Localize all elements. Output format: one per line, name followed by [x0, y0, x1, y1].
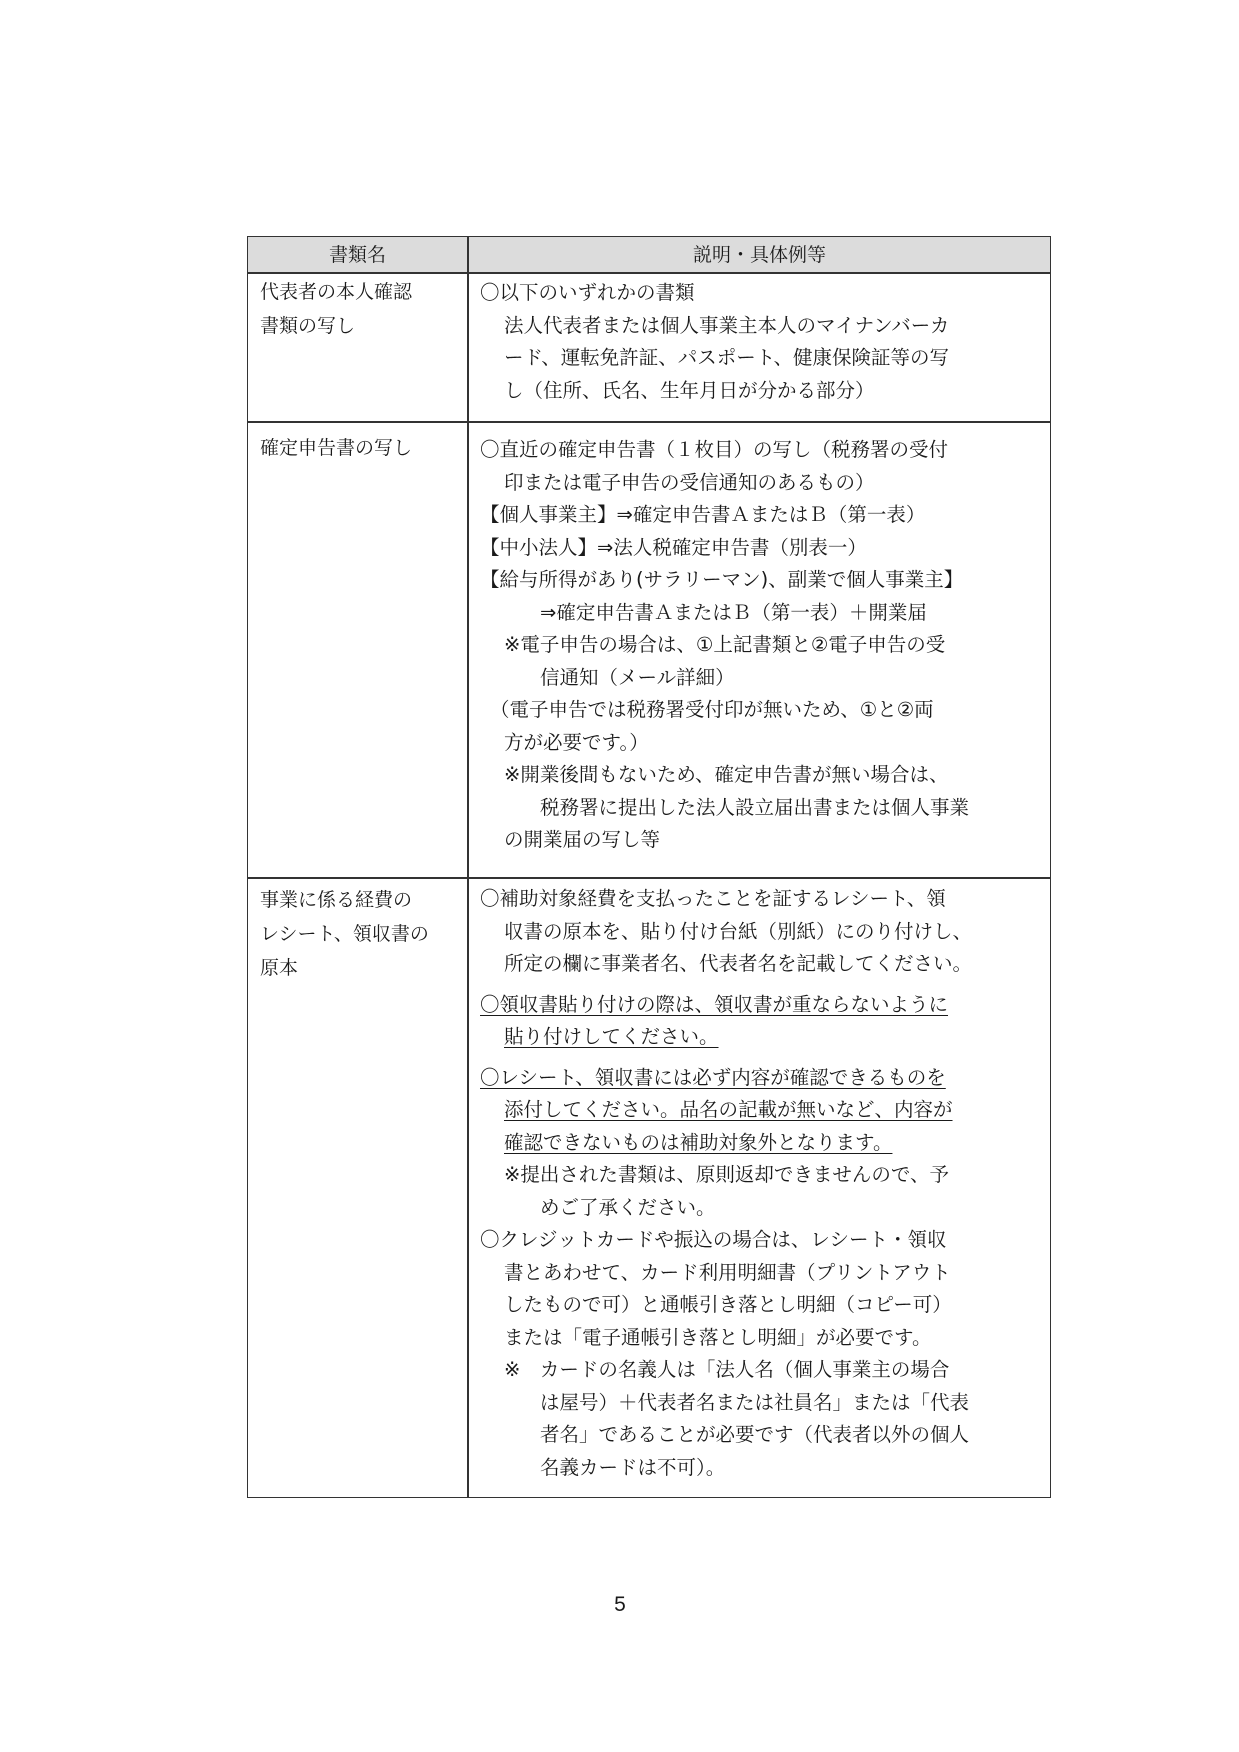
row-identity-description: 〇以下のいずれかの書類 法人代表者または個人事業主本人のマイナンバーカ ード、運転免許証、パスポート、健康保険証等の写 し（住所、氏名、生年月日が分かる部分） [480, 281, 950, 402]
header-document-name: 書類名 [328, 244, 386, 266]
row-divider [248, 272, 1050, 274]
row-receipts-name: 事業に係る経費の レシート、領収書の 原本 [260, 889, 429, 979]
row-receipts-description: 〇補助対象経費を支払ったことを証するレシート、領 収書の原本を、貼り付け台紙（別紙）にのり付けし、 所定の欄に事業者名、代表者名を記載してください。 〇領収書貼り付けの際は、領収書が重ならないように 貼り付けしてください。 〇レシート、領収書には必ず内容が確認できるものを 添付してください。品名の記載が無いなど、内容が 確認できないものは補助対象外となります。 ※提出された書類は、原則返却できませんので、予 めご了承ください。 〇クレジットカードや振込の場合は、レシート・領収 書とあわせて、カード利用明細書（プリントアウト したもので可）と通帳引き落とし明細（コピー可） または「電子通帳引き落とし明細」が必要です。 ※ カードの名義人は「法人名（個人事業主の場合 は屋号）＋代表者名または社員名」または「代表 者名」であることが必要です（代表者以外の個人 名義カードは不可）。 [480, 887, 973, 1479]
header-description: 説明・具体例等 [692, 244, 826, 266]
row-tax-return-name: 確定申告書の写し [260, 437, 413, 459]
row-divider [248, 421, 1050, 423]
row-tax-return-description: 〇直近の確定申告書（１枚目）の写し（税務署の受付 印または電子申告の受信通知のあるもの） 【個人事業主】⇒確定申告書ＡまたはＢ（第一表） 【中小法人】⇒法人税確定申告書（別表一） 【給与所得があり(サラリーマン)、副業で個人事業主】 ⇒確定申告書ＡまたはＢ（第一表）＋開業届 ※電子申告の場合は、①上記書類と②電子申告の受 信通知（メール詳細） （電子申告では税務署受付印が無いため、①と②両 方が必要です。） ※開業後間もないため、確定申告書が無い場合は、 税務署に提出した法人設立届出書または個人事業 の開業届の写し等 [480, 438, 970, 851]
documents-table [247, 236, 1051, 1498]
column-divider [467, 237, 469, 1497]
row-identity-name: 代表者の本人確認 書類の写し [260, 281, 413, 337]
page-number: 5 [614, 1593, 626, 1616]
row-divider [248, 877, 1050, 879]
